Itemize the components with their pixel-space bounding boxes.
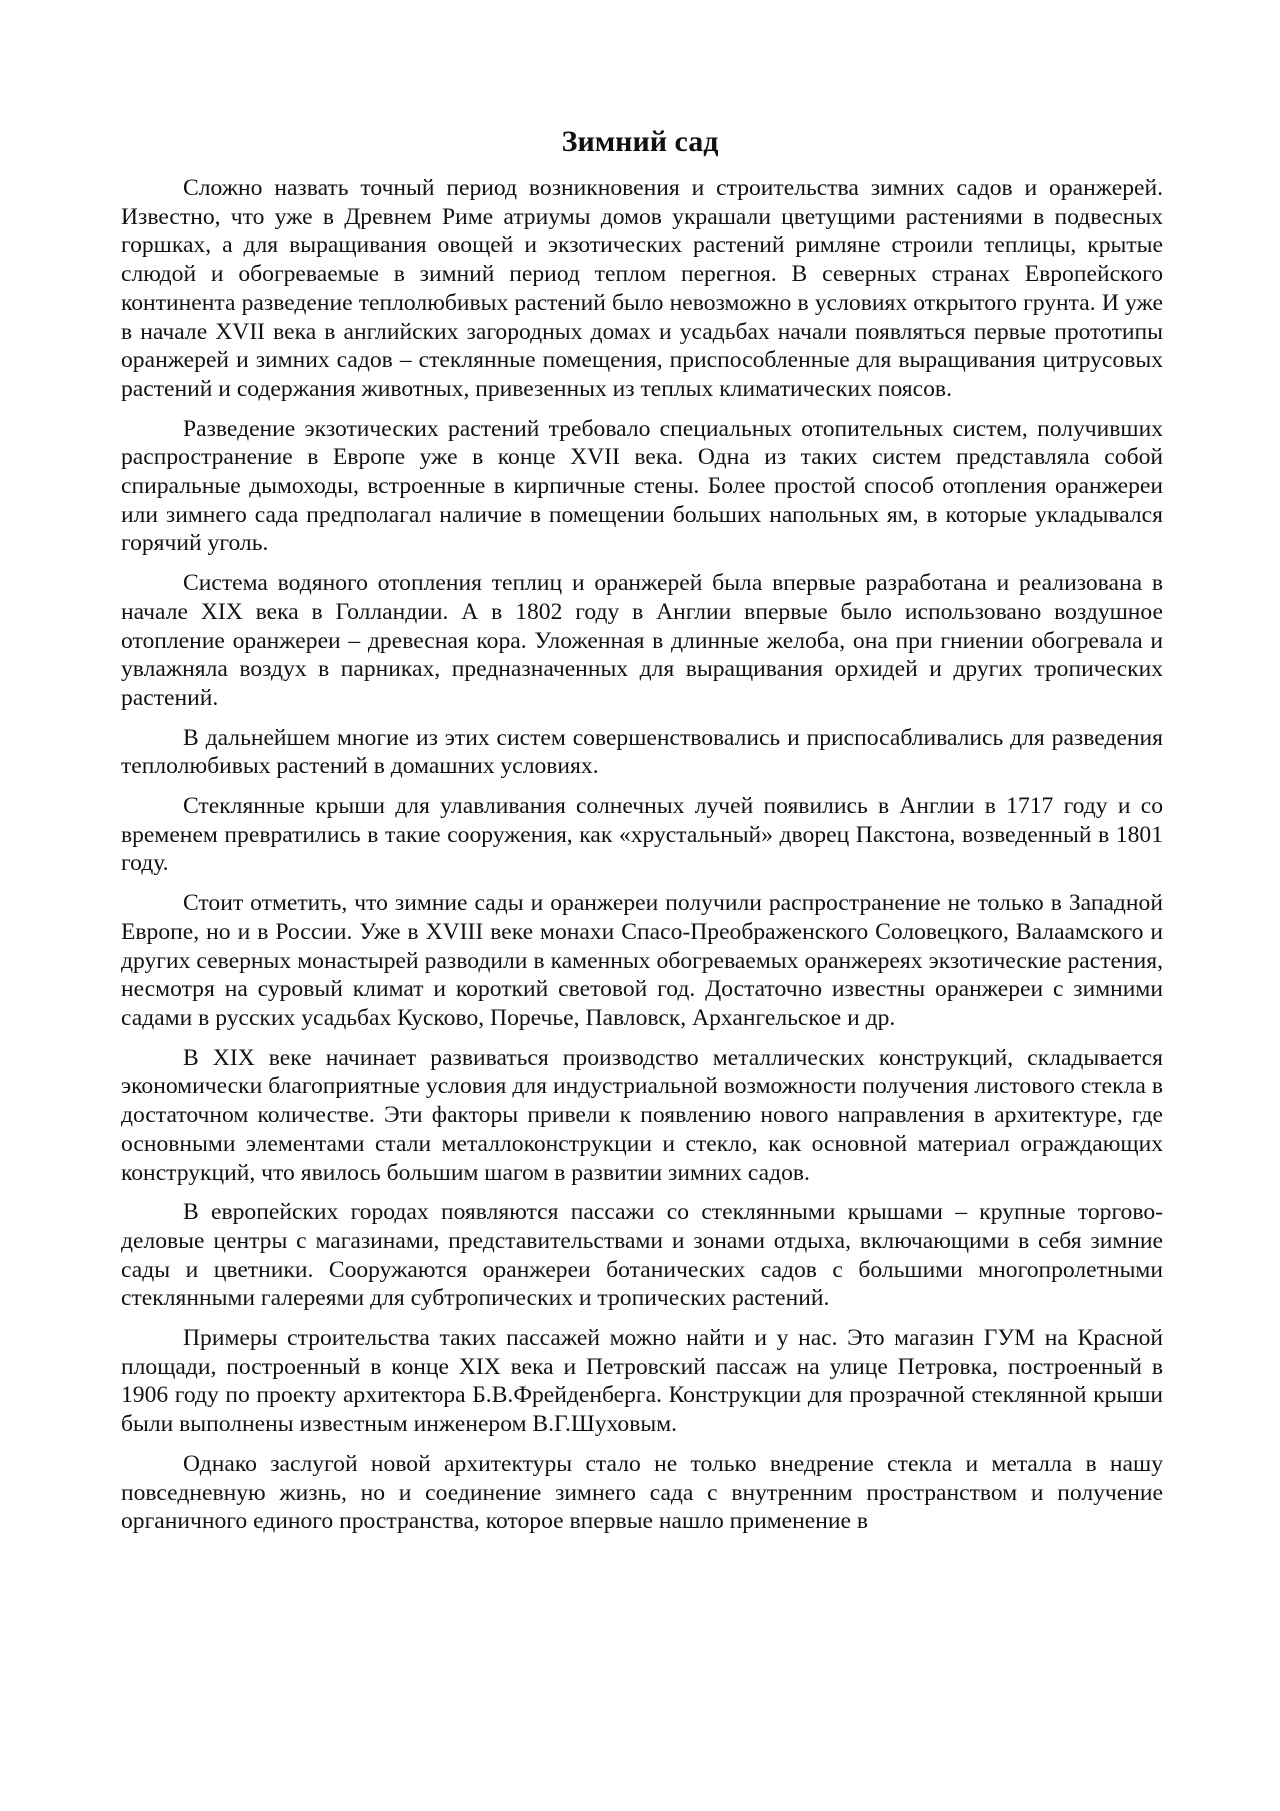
paragraph: Стеклянные крыши для улавливания солнечных лучей появились в Англии в 1717 году и со временем превратились в такие сооружения, как «хрустальный» дворец Пакстона, возведенный в 1801 году.: [121, 793, 1163, 877]
paragraph: В XIX веке начинает развиваться производство металлических конструкций, складывается экономически благоприятные условия для индустриальной возможности получения листового стекла в достаточном количестве. Эти факторы привели к появлению нового направления в архитектуре, где основными элементами стали металлоконструкции и стекло, как основной материал ограждающих конструкций, что явилось большим шагом в развитии зимних садов.: [121, 1044, 1163, 1186]
paragraph: Примеры строительства таких пассажей можно найти и у нас. Это магазин ГУМ на Красной площади, построенный в конце XIX века и Петровский пассаж на улице Петровка, построенный в 1906 году по проекту архитектора Б.В.Фрейденберга. Конструкции для прозрачной стеклянной крыши были выполнены известным инженером В.Г.Шуховым.: [121, 1325, 1163, 1438]
document-title: Зимний сад: [561, 125, 719, 158]
paragraph: Разведение экзотических растений требовало специальных отопительных систем, получивших распространение в Европе уже в конце XVII века. Одна из таких систем представляла собой спиральные дымоходы, встроенные в кирпичные стены. Более простой способ отопления оранжереи или зимнего сада предполагал наличие в помещении больших напольных ям, в которые укладывался горячий уголь.: [121, 415, 1163, 557]
paragraph: Сложно назвать точный период возникновения и строительства зимних садов и оранжерей. Известно, что уже в Древнем Риме атриумы домов украшали цветущими растениями в подвесных горшках, а для выращивания овощей и экзотических растений римляне строили теплицы, крытые слюдой и обогреваемые в зимний период теплом перегноя. В северных странах Европейского континента разведение теплолюбивых растений было невозможно в условиях открытого грунта. И уже в начале XVII века в английских загородных домах и усадьбах начали появляться первые прототипы оранжерей и зимних садов – стеклянные помещения, приспособленные для выращивания цитрусовых растений и содержания животных, привезенных из теплых климатических поясов.: [121, 175, 1163, 402]
paragraph-truncated: Однако заслугой новой архитектуры стало не только внедрение стекла и металла в нашу повседневную жизнь, но и соединение зимнего сада с внутренним пространством и получение органичного единого пространства, которое впервые нашло применение в: [121, 1450, 1163, 1535]
paragraph: В дальнейшем многие из этих систем совершенствовались и приспосабливались для разведения теплолюбивых растений в домашних условиях.: [121, 724, 1163, 780]
document-body: [121, 174, 1163, 1547]
paragraph: Система водяного отопления теплиц и оранжерей была впервые разработана и реализована в начале XIX века в Голландии. А в 1802 году в Англии впервые было использовано воздушное отопление оранжереи – древесная кора. Уложенная в длинные желоба, она при гниении обогревала и увлажняла воздух в парниках, предназначенных для выращивания орхидей и других тропических растений.: [121, 570, 1163, 711]
paragraph: В европейских городах появляются пассажи со стеклянными крышами – крупные торгово-деловые центры с магазинами, представительствами и зонами отдыха, включающими в себя зимние сады и цветники. Сооружаются оранжереи ботанических садов с большими многопролетными стеклянными галереями для субтропических и тропических растений.: [121, 1199, 1163, 1312]
paragraph: Стоит отметить, что зимние сады и оранжереи получили распространение не только в Западной Европе, но и в России. Уже в XVIII веке монахи Спасо-Преображенского Соловецкого, Валаамского и других северных монастырей разводили в каменных обогреваемых оранжереях экзотические растения, несмотря на суровый климат и короткий световой год. Достаточно известны оранжереи с зимними садами в русских усадьбах Кусково, Поречье, Павловск, Архангельское и др.: [121, 890, 1163, 1031]
